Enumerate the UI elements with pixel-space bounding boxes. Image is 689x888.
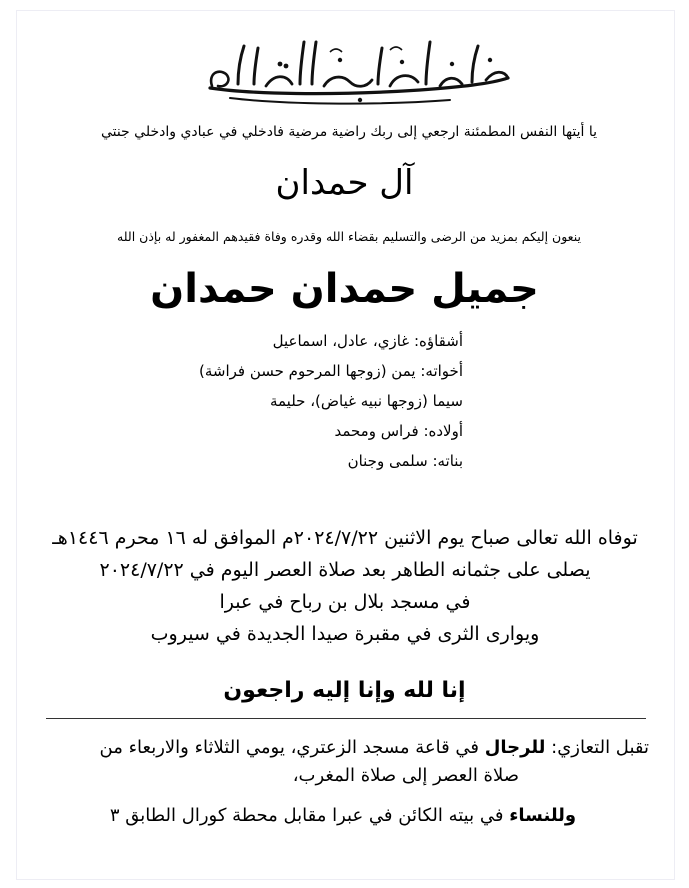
prayer-line: يصلى على جثمانه الطاهر بعد صلاة العصر اليوم في ٢٠٢٤/٧/٢٢ [99, 559, 591, 581]
calligraphy-art-icon [190, 30, 520, 110]
closing-verse: إنا لله وإنا إليه راجعون [223, 678, 466, 703]
sisters-row [199, 356, 463, 386]
brothers-label: أشقاؤه: [413, 332, 463, 350]
sons-label: أولاده: [423, 422, 463, 440]
funeral-details [35, 522, 655, 650]
condolence-intro: تقبل التعازي: [551, 737, 649, 758]
women-details: في بيته الكائن في عبرا مقابل محطة كورال الطابق ٣ [109, 805, 504, 826]
brothers-row [203, 326, 463, 356]
sisters-names-1: يمن (زوجها المرحوم حسن فراشة) [199, 362, 416, 380]
condolences-section [37, 734, 649, 830]
announcement-text: ينعون إليكم بمزيد من الرضى والتسليم بقضاء الله وقدره وفاة فقيدهم المغفور له بإذن الله [117, 229, 581, 244]
sons-names: فراس ومحمد [334, 422, 419, 440]
calligraphy-header-image [190, 30, 520, 110]
sons-row [203, 416, 463, 446]
brothers-names: غازي، عادل، اسماعيل [272, 332, 410, 350]
death-date-line: توفاه الله تعالى صباح يوم الاثنين ٢٠٢٤/٧/٢٢م الموافق له ١٦ محرم ١٤٤٦هـ [52, 527, 638, 549]
burial-line: ويوارى الثرى في مقبرة صيدا الجديدة في سيروب [150, 623, 540, 645]
men-details-2: صلاة العصر إلى صلاة المغرب، [292, 765, 519, 786]
mosque-line: في مسجد بلال بن رباح في عبرا [219, 591, 471, 613]
women-label: وللنساء [509, 805, 577, 826]
sisters-label: أخواته: [420, 362, 463, 380]
family-name: آل حمدان [275, 163, 414, 203]
divider-line [46, 718, 646, 719]
deceased-name: جميل حمدان حمدان [150, 266, 539, 312]
men-label: للرجال [484, 737, 546, 758]
daughters-row [203, 446, 463, 476]
sisters-names-2: سيما (زوجها نبيه غياض)، حليمة [269, 392, 463, 410]
condolence-men-line-1 [37, 734, 649, 762]
daughters-names: سلمى وجنان [347, 452, 428, 470]
men-details-1: في قاعة مسجد الزعتري، يومي الثلاثاء والاربعاء من [99, 737, 480, 758]
quran-verse: يا أيتها النفس المطمئنة ارجعي إلى ربك راضية مرضية فادخلي في عبادي وادخلي جنتي [100, 124, 598, 140]
relatives-list [199, 326, 463, 476]
sisters-row-2 [203, 386, 463, 416]
condolence-women-line [37, 802, 649, 830]
daughters-label: بناته: [432, 452, 463, 470]
condolence-men-line-2 [37, 762, 649, 790]
